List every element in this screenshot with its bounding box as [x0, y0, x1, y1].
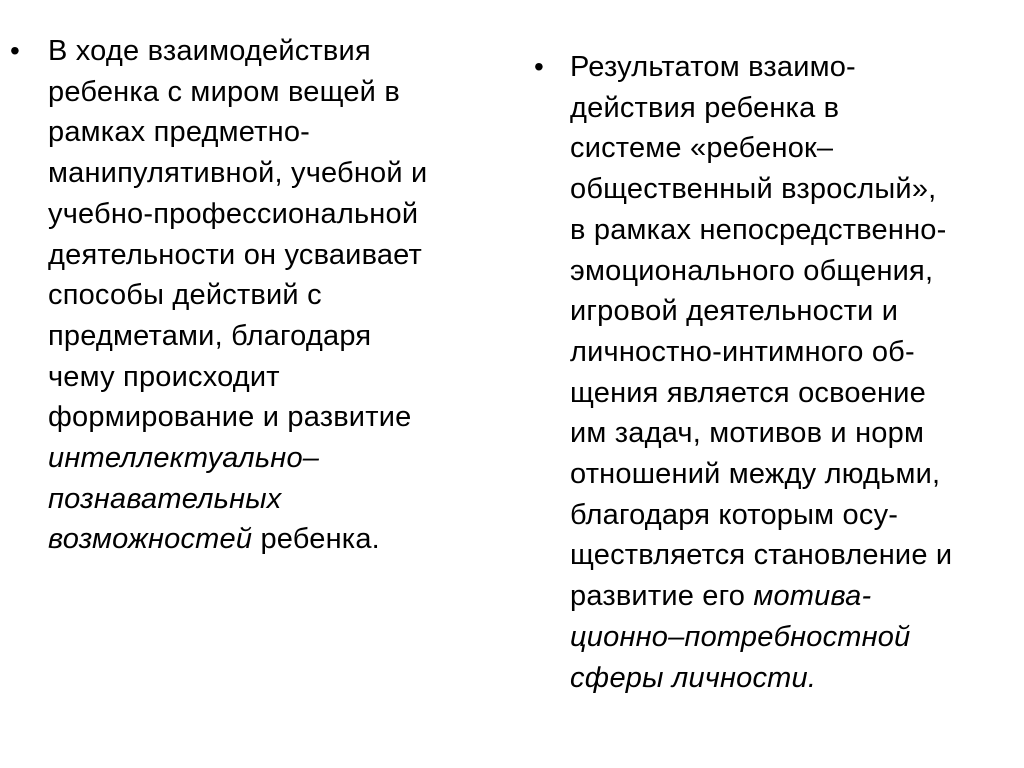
- italic-text-segment: возможностей: [48, 523, 253, 556]
- paragraph-line: [48, 397, 427, 438]
- text-segment: формирование и развитие: [48, 401, 412, 434]
- italic-text-segment: сферы личности.: [570, 661, 817, 694]
- italic-text-segment: ционно–потребностной: [570, 620, 911, 653]
- text-segment: личностно-интимного об-: [570, 335, 915, 368]
- italic-text-segment: интеллектуально–: [48, 442, 320, 475]
- text-segment: отношений между людьми,: [570, 458, 941, 491]
- bullet-dot-icon: •: [10, 35, 20, 66]
- text-segment: им задач, мотивов и норм: [570, 417, 925, 450]
- text-segment: чему происходит: [48, 360, 280, 393]
- text-segment: развитие его: [570, 580, 754, 613]
- left-paragraph: [48, 31, 427, 560]
- paragraph-line: [570, 47, 952, 88]
- text-segment: учебно-профессиональной: [48, 197, 419, 230]
- paragraph-line: [48, 31, 427, 72]
- paragraph-line: [48, 72, 427, 113]
- paragraph-line: [48, 112, 427, 153]
- italic-text-segment: мотива-: [753, 580, 872, 613]
- paragraph-line: [48, 519, 427, 560]
- text-segment: способы действий с: [48, 279, 322, 312]
- text-segment: благодаря которым осу-: [570, 498, 899, 531]
- paragraph-line: [48, 357, 427, 398]
- text-segment: манипулятивной, учебной и: [48, 157, 428, 190]
- text-segment: Результатом взаимо-: [570, 51, 856, 83]
- bullet-dot-icon: •: [534, 51, 544, 82]
- paragraph-line: [570, 535, 952, 576]
- text-segment: рамках предметно-: [48, 116, 311, 149]
- paragraph-line: [570, 373, 952, 414]
- text-segment: игровой деятельности и: [570, 295, 899, 328]
- paragraph-line: [48, 235, 427, 276]
- text-segment: ребенка с миром вещей в: [48, 75, 400, 108]
- paragraph-line: [48, 153, 427, 194]
- text-segment: ществляется становление и: [570, 539, 953, 572]
- paragraph-line: [570, 454, 952, 495]
- text-segment: эмоционального общения,: [570, 254, 934, 287]
- text-segment: действия ребенка в: [570, 91, 840, 124]
- paragraph-line: [570, 576, 952, 617]
- paragraph-line: [48, 316, 427, 357]
- paragraph-line: [570, 88, 952, 129]
- paragraph-line: [48, 438, 427, 479]
- text-segment: В ходе взаимодействия: [48, 35, 371, 67]
- italic-text-segment: познавательных: [48, 482, 282, 515]
- text-segment: предметами, благодаря: [48, 319, 372, 352]
- text-segment: общественный взрослый»,: [570, 173, 937, 206]
- paragraph-line: [570, 495, 952, 536]
- text-segment: деятельности он усваивает: [48, 238, 423, 271]
- paragraph-line: [48, 194, 427, 235]
- text-segment: ребенка.: [252, 523, 380, 556]
- paragraph-line: [570, 128, 952, 169]
- text-segment: щения является освоение: [570, 376, 926, 409]
- paragraph-line: [570, 617, 952, 658]
- paragraph-line: [570, 291, 952, 332]
- paragraph-line: [570, 332, 952, 373]
- paragraph-line: [570, 251, 952, 292]
- text-segment: системе «ребенок–: [570, 132, 834, 165]
- paragraph-line: [48, 479, 427, 520]
- right-paragraph: [570, 47, 952, 698]
- paragraph-line: [570, 210, 952, 251]
- paragraph-line: [48, 275, 427, 316]
- paragraph-line: [570, 413, 952, 454]
- paragraph-line: [570, 169, 952, 210]
- paragraph-line: [570, 658, 952, 699]
- text-segment: в рамках непосредственно-: [570, 213, 947, 246]
